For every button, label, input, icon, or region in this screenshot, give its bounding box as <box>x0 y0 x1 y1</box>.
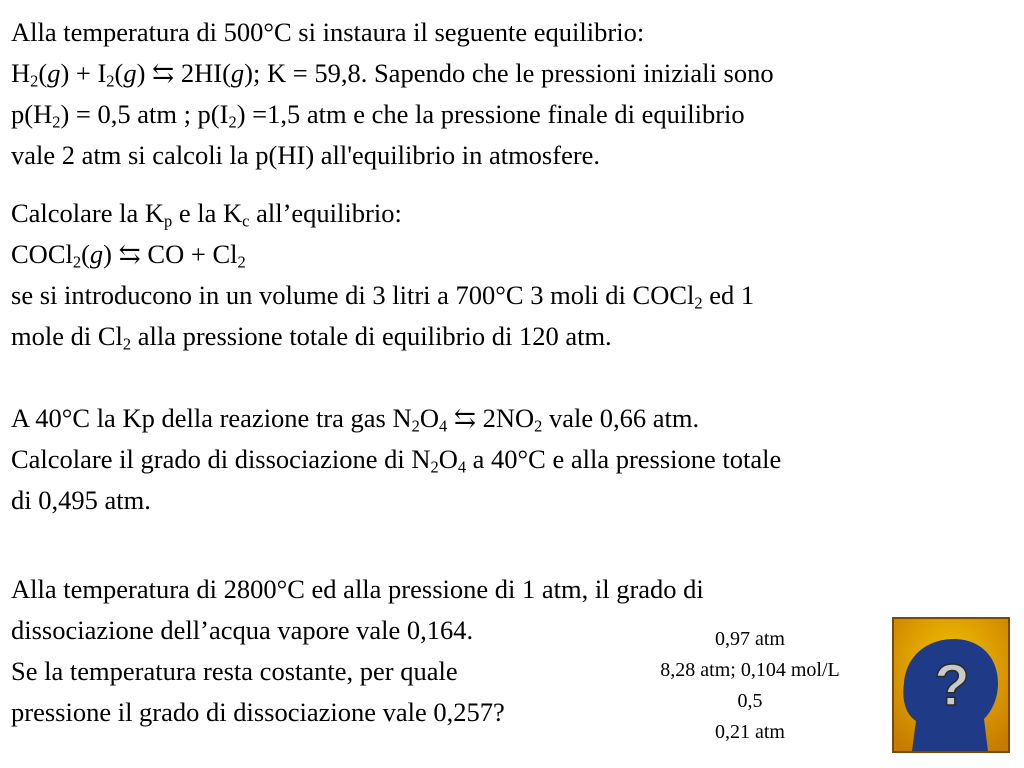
problem-line: $p(H_2) = 0,5$ atm ; $p(I_2) =1,5$ atm e che la pressione finale di equilibrio <box>11 99 745 132</box>
problem-line: COCl$_2$(g) ⇆ CO + $Cl_2$ <box>11 239 246 272</box>
answer-4: 0,21 atm <box>715 721 785 743</box>
problem-line: Se la temperatura resta costante, per quale <box>11 656 458 686</box>
question-head-icon[interactable] <box>892 617 1010 753</box>
problem-line: mole di $Cl_2$ alla pressione totale di equilibrio di 120 atm. <box>11 321 612 354</box>
answer-2: 8,28 atm; 0,104 mol/L <box>660 659 840 681</box>
problem-line: $H_2(g) + I_2(g)$ ⇆ 2HI(g); K = 59,8. Sapendo che le pressioni iniziali sono <box>11 58 774 91</box>
problem-line: pressione il grado di dissociazione vale 0,257? <box>11 697 505 727</box>
problem-line: Calcolare la $K_p$ e la $K_c$ all’equilibrio: <box>11 198 402 231</box>
question-head-graphic <box>892 617 1010 753</box>
problem-line: vale 2 atm si calcoli la p(HI) all'equilibrio in atmosfere. <box>11 140 601 170</box>
problem-1 <box>11 12 1012 176</box>
problem-line: Calcolare il grado di dissociazione di $N_2O_4$ a 40°C e alla pressione totale <box>11 444 782 477</box>
problem-line: Alla temperatura di 500°C si instaura il seguente equilibrio: <box>11 17 645 47</box>
answer-3: 0,5 <box>737 690 763 712</box>
problem-3 <box>11 398 1012 521</box>
problem-line: Alla temperatura di 2800°C ed alla pressione di 1 atm, il grado di <box>11 574 704 604</box>
answer-1: 0,97 atm <box>715 628 785 650</box>
problem-2 <box>11 193 1012 357</box>
problem-line: di 0,495 atm. <box>11 485 151 515</box>
problem-line: dissociazione dell’acqua vapore vale 0,164. <box>11 615 474 645</box>
question-mark-glyph: ? <box>934 653 970 718</box>
problem-line: se si introducono in un volume di 3 litri a 700°C 3 moli di COCl$_2$ ed 1 <box>11 280 755 313</box>
answers-list <box>628 624 872 748</box>
problem-line: A 40°C la Kp della reazione tra gas $N_2O_4$ ⇆ $2NO_2$ vale 0,66 atm. <box>11 403 700 436</box>
